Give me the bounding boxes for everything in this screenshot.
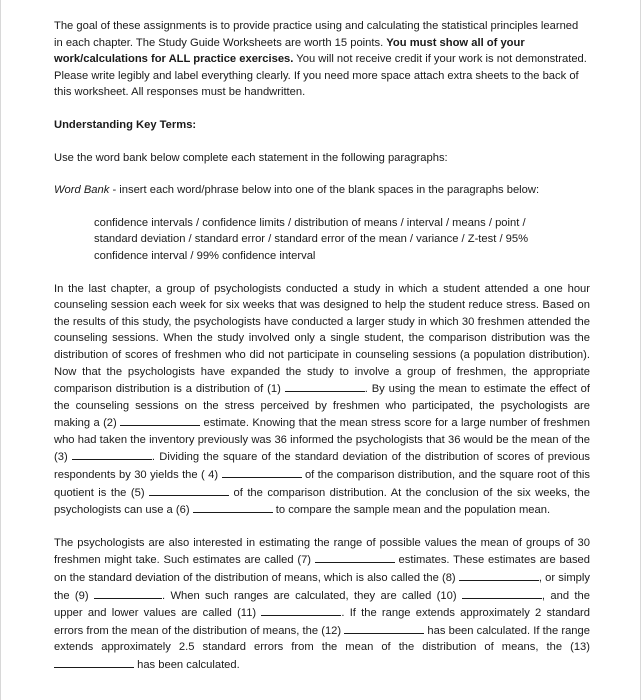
word-bank-description: - insert each word/phrase below into one of the blank spaces in the paragraphs below: bbox=[109, 184, 540, 197]
blank-9[interactable] bbox=[94, 587, 162, 599]
instruction-text: Use the word bank below complete each statement in the following paragraphs: bbox=[54, 151, 448, 164]
blank-8[interactable] bbox=[459, 569, 539, 581]
blank-13[interactable] bbox=[54, 656, 134, 668]
worksheet-content bbox=[54, 18, 590, 674]
intro-text: The goal of these assignments is to provide practice using and calculating the statistical principles learned in each chapter. The Study Guide Worksheets are worth 15 points. bbox=[54, 20, 579, 49]
word-bank-label: Word Bank bbox=[54, 184, 110, 197]
blank-5[interactable] bbox=[149, 484, 229, 496]
section-heading: Understanding Key Terms: bbox=[54, 118, 197, 131]
p1-text: of the comparison distribution. At the conclusion of the six weeks, the psychologists can use a (6) bbox=[54, 486, 590, 517]
p2-text: , and the upper and lower values are called (11) bbox=[54, 589, 590, 620]
p2-text: , or simply the (9) bbox=[54, 572, 590, 602]
p1-text: In the last chapter, a group of psychologists conducted a study in which a student attended a one hour counseling session each week for six weeks that was designed to help the student reduce stress. Based on the results of this study, the psychologists have conducted a larger study in which 30 freshmen attended the counseling sessions. When the study involved only a single student, the comparison distribution was the distribution of scores of freshmen who did not participate in counseling sessions (a population distribution). Now that the psychologists have expanded the study to involve a group of freshmen, the appropriate comparison distribution is a distribution of (1) bbox=[54, 282, 590, 396]
p1-text: to compare the sample mean and the population mean. bbox=[272, 504, 551, 517]
paragraph-1 bbox=[54, 281, 590, 519]
blank-4[interactable] bbox=[222, 466, 302, 478]
p2-text: . When such ranges are calculated, they are called (10) bbox=[161, 589, 462, 602]
blank-12[interactable] bbox=[344, 622, 424, 634]
p2-text: . If the range extends approximately 2 standard errors from the mean of the distribution of means, the (12) bbox=[54, 607, 590, 637]
intro-paragraph bbox=[54, 18, 590, 101]
paragraph-2 bbox=[54, 535, 590, 674]
blank-11[interactable] bbox=[261, 604, 341, 616]
p1-text: . Dividing the square of the standard deviation of the distribution of scores of previous respondents by 30 yields the ( 4) bbox=[54, 451, 591, 482]
intro-text-continued: You will not receive credit if your work is not demonstrated. Please write legibly and label everything clearly. If you need more space attach extra sheets to the back of this worksheet. All responses must be handwritten. bbox=[54, 53, 587, 99]
p2-text: estimates. These estimates are based on the standard deviation of the distribution of means, which is also called the (8) bbox=[54, 554, 590, 585]
p1-text: . By using the mean to estimate the effect of the counseling sessions on the stress perceived by freshmen who participated, the psychologists are making a (2) bbox=[54, 383, 590, 430]
p1-text: estimate. Knowing that the mean stress score for a large number of freshmen who had taken the inventory previously was 36 informed the psychologists that 36 would be the mean of the (3) bbox=[54, 417, 590, 464]
blank-1[interactable] bbox=[285, 380, 365, 392]
blank-7[interactable] bbox=[315, 551, 395, 563]
p1-text: of the comparison distribution, and the square root of this quotient is the (5) bbox=[54, 469, 590, 499]
intro-bold-requirement: You must show all of your work/calculations for ALL practice exercises. bbox=[54, 36, 525, 66]
p2-text: has been calculated. If the range extends approximately 2.5 standard errors from the mean of the distribution of means, the (13) bbox=[54, 624, 590, 654]
p2-text: The psychologists are also interested in estimating the range of possible values the mean of groups of 30 freshmen might take. Such estimates are called (7) bbox=[54, 536, 590, 567]
blank-3[interactable] bbox=[72, 448, 152, 460]
p2-text: has been calculated. bbox=[134, 659, 240, 671]
word-bank-terms: confidence intervals / confidence limits / distribution of means / interval / means / point / standard deviation / standard error / standard error of the mean / variance / Z-test / 95% confidence interval / 99% confidence interval bbox=[94, 216, 529, 262]
blank-10[interactable] bbox=[462, 587, 542, 599]
blank-2[interactable] bbox=[120, 414, 200, 426]
word-bank-intro bbox=[54, 182, 590, 199]
blank-6[interactable] bbox=[193, 501, 273, 513]
